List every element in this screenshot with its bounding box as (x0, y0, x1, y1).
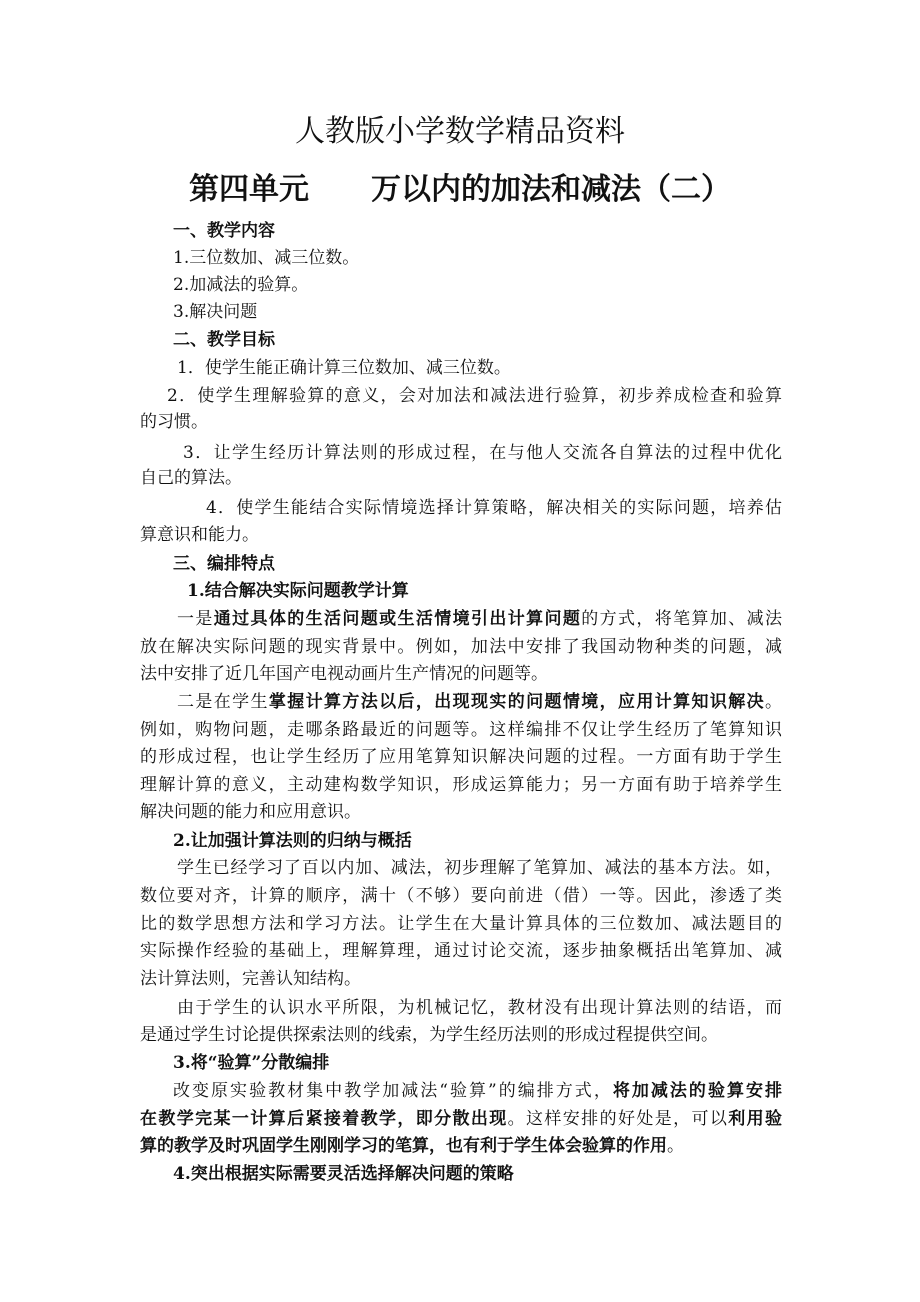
goal-4-line-1: 4．使学生能结合实际情境选择计算策略，解决相关的实际问题，培养估 (206, 498, 782, 518)
unit-title (0, 170, 920, 210)
feature-1-p2-line-4: 理解计算的意义，主动建构数学知识，形成运算能力；另一方面有助于培养学生 (140, 775, 782, 795)
feature-4-title: 4.突出根据实际需要灵活选择解决问题的策略 (173, 1164, 514, 1184)
section-heading-content: 一、教学内容 (173, 221, 275, 241)
feature-1-p1-line-3: 法中安排了近几年国产电视动画片生产情况的问题等。 (140, 664, 548, 684)
feature-2-p1-line-5: 法计算法则，完善认知结构。 (140, 969, 361, 989)
goal-2-line-1: 2．使学生理解验算的意义，会对加法和减法进行验算，初步养成检查和验算 (167, 386, 782, 406)
content-item: 2.加减法的验算。 (173, 275, 309, 295)
feature-2-title: 2.让加强计算法则的归纳与概括 (173, 831, 412, 851)
feature-1-p2-line-5: 解决问题的能力和应用意识。 (140, 802, 361, 822)
goal-4-line-2: 算意识和能力。 (140, 525, 259, 545)
feature-3-line-3: 算的教学及时巩固学生刚刚学习的笔算，也有利于学生体会验算的作用。 (140, 1136, 684, 1156)
feature-2-p2-line-1: 由于学生的认识水平所限，为机械记忆，教材没有出现计算法则的结语，而 (177, 998, 782, 1018)
goal-1: 1．使学生能正确计算三位数加、减三位数。 (177, 358, 511, 378)
feature-1-title: 1.结合解决实际问题教学计算 (187, 581, 409, 601)
feature-1-p1-line-2: 放在解决实际问题的现实背景中。例如，加法中安排了我国动物种类的问题，减 (140, 637, 782, 657)
feature-1-p1-line-1: 一是通过具体的生活问题或生活情境引出计算问题的方式，将笔算加、减法 (177, 609, 782, 629)
content-item: 1.三位数加、减三位数。 (173, 248, 360, 268)
feature-2-p2-line-2: 是通过学生讨论提供探索法则的线索，为学生经历法则的形成过程提供空间。 (140, 1025, 718, 1045)
feature-1-p2-line-3: 的形成过程，也让学生经历了应用笔算知识解决问题的过程。一方面有助于学生 (140, 747, 782, 767)
feature-1-p2-line-1: 二是在学生掌握计算方法以后，出现现实的问题情境，应用计算知识解决。 (177, 692, 782, 712)
goal-2-line-2: 的习惯。 (140, 412, 208, 432)
feature-2-p1-line-2: 数位要对齐，计算的顺序，满十（不够）要向前进（借）一等。因此，渗透了类 (140, 886, 782, 906)
feature-3-line-2: 在教学完某一计算后紧接着教学，即分散出现。这样安排的好处是，可以利用验 (140, 1109, 783, 1129)
section-heading-features: 三、编排特点 (173, 554, 275, 574)
feature-2-p1-line-3: 比的数学思想方法和学习方法。让学生在大量计算具体的三位数加、减法题目的 (140, 914, 782, 934)
feature-2-p1-line-1: 学生已经学习了百以内加、减法，初步理解了笔算加、减法的基本方法。如， (177, 858, 782, 878)
feature-2-p1-line-4: 实际操作经验的基础上，理解算理，通过讨论交流，逐步抽象概括出笔算加、减 (140, 941, 782, 961)
unit-label: 第四单元 (189, 172, 309, 207)
unit-name: 万以内的加法和减法（二） (371, 172, 731, 207)
section-heading-goals: 二、教学目标 (173, 330, 275, 350)
goal-3-line-2: 自己的算法。 (140, 468, 242, 488)
feature-3-line-1: 改变原实验教材集中教学加减法“验算”的编排方式，将加减法的验算安排 (173, 1081, 782, 1101)
goal-3-line-1: 3．让学生经历计算法则的形成过程，在与他人交流各自算法的过程中优化 (183, 443, 782, 463)
document-title: 人教版小学数学精品资料 (295, 114, 625, 149)
feature-3-title: 3.将“验算”分散编排 (173, 1053, 330, 1073)
feature-1-p2-line-2: 例如，购物问题，走哪条路最近的问题等。这样编排不仅让学生经历了笔算知识 (140, 720, 782, 740)
content-item: 3.解决问题 (173, 302, 258, 322)
